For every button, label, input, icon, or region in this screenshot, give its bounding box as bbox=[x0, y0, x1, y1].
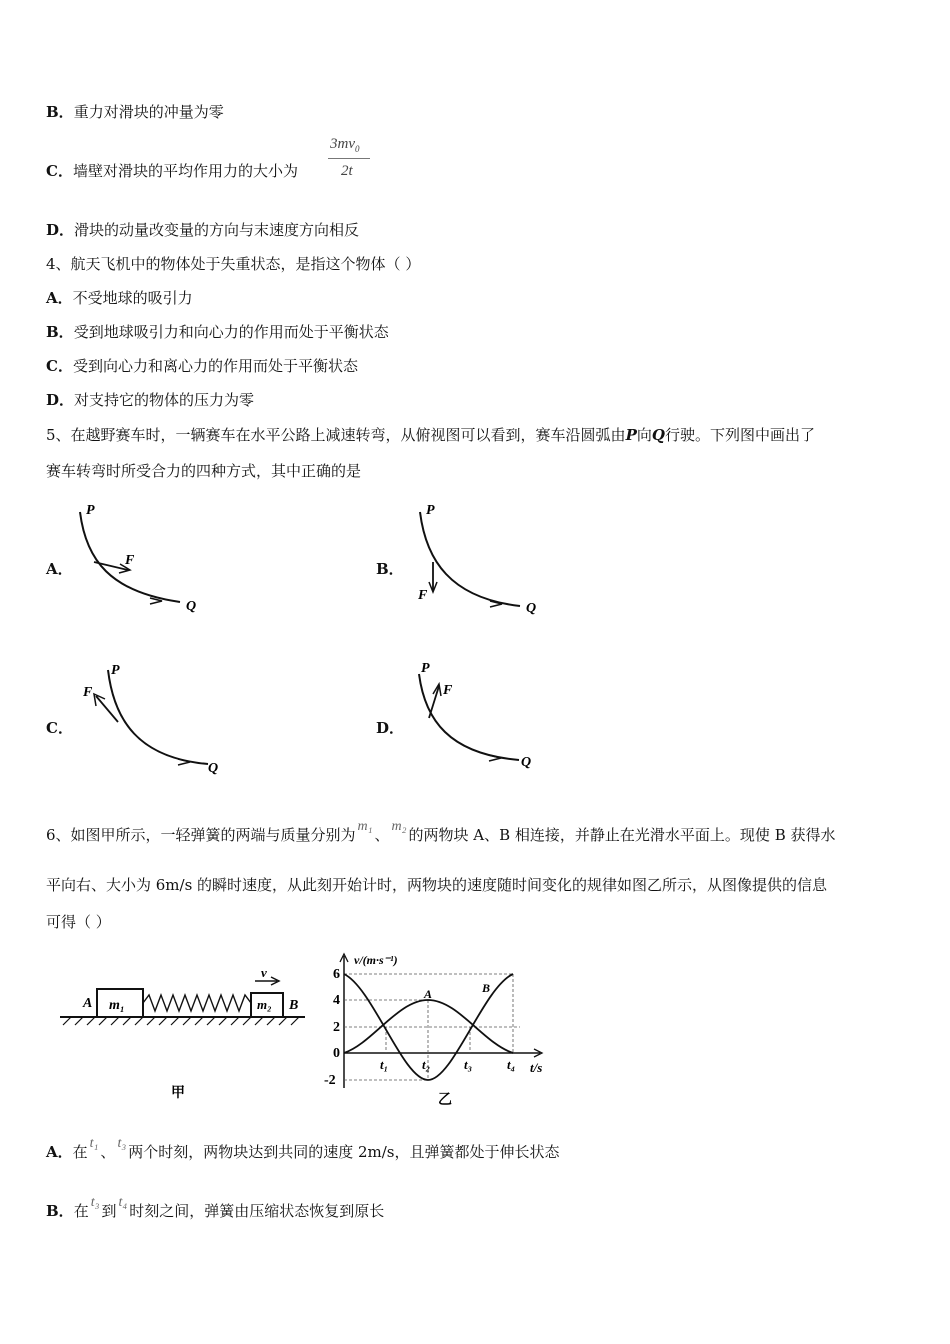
ytick-neg2: -2 bbox=[324, 1073, 336, 1088]
option-text: 滑块的动量改变量的方向与末速度方向相反 bbox=[74, 221, 360, 239]
option-text: 不受地球的吸引力 bbox=[72, 289, 193, 307]
label-p: P bbox=[426, 503, 435, 518]
option-text: 受到地球吸引力和向心力的作用而处于平衡状态 bbox=[73, 323, 389, 341]
symbol-t1: t₁ bbox=[89, 1136, 99, 1151]
symbol-t3: t₃ bbox=[117, 1136, 127, 1151]
force-vector bbox=[429, 686, 439, 718]
option-label: A． bbox=[46, 289, 73, 307]
option-label: C． bbox=[46, 162, 73, 180]
label-v: v bbox=[261, 965, 267, 980]
q5-option-a-label: A． bbox=[46, 560, 73, 578]
separator: 、 bbox=[374, 826, 390, 844]
symbol-t3: t₃ bbox=[90, 1195, 100, 1210]
q5-figure-a bbox=[70, 500, 210, 620]
symbol-t4: t₄ bbox=[118, 1195, 128, 1210]
label-p: P bbox=[421, 661, 430, 676]
option-label: D． bbox=[46, 221, 75, 239]
label-b: B bbox=[289, 998, 299, 1013]
q3-option-d bbox=[46, 220, 359, 240]
q3-fraction-numerator bbox=[330, 136, 360, 154]
q6-stem-line1 bbox=[46, 819, 836, 847]
option-text: 墙壁对滑块的平均作用力的大小为 bbox=[72, 162, 298, 180]
option-label: B． bbox=[46, 103, 74, 121]
option-text: 到 bbox=[101, 1202, 117, 1220]
label-m2: m₂ bbox=[257, 997, 272, 1012]
label-f: F bbox=[83, 685, 93, 700]
label-f: F bbox=[443, 683, 453, 698]
option-text: 对支持它的物体的压力为零 bbox=[74, 391, 255, 409]
ytick-2: 2 bbox=[333, 1020, 340, 1035]
option-text: 重力对滑块的冲量为零 bbox=[73, 103, 224, 121]
xtick-t1: t₁ bbox=[380, 1057, 389, 1072]
stem-text: 6、如图甲所示，一轻弹簧的两端与质量分别为 bbox=[46, 826, 356, 844]
q6-option-a bbox=[46, 1136, 560, 1164]
stem-text: 5、在越野赛车时，一辆赛车在水平公路上减速转弯，从俯视图可以看到，赛车沿圆弧由 bbox=[46, 426, 626, 444]
option-text: 在 bbox=[72, 1143, 88, 1161]
label-p: P bbox=[111, 663, 120, 678]
mass-m2: m₂ bbox=[391, 819, 407, 834]
q4-option-c bbox=[46, 356, 358, 376]
q3-option-c bbox=[46, 161, 298, 181]
label-m1: m₁ bbox=[109, 998, 125, 1013]
q4-stem: 4、航天飞机中的物体处于失重状态，是指这个物体（ ） bbox=[46, 255, 421, 273]
caption-yi: 乙 bbox=[438, 1093, 452, 1108]
xtick-t2: t₂ bbox=[422, 1057, 431, 1072]
option-label: D． bbox=[46, 391, 75, 409]
q6-figure-spring bbox=[55, 965, 315, 1105]
label-p: P bbox=[86, 503, 95, 518]
spring-coil bbox=[143, 995, 251, 1011]
option-label: B． bbox=[46, 1202, 74, 1220]
separator: 、 bbox=[100, 1143, 116, 1161]
option-text: 受到向心力和离心力的作用而处于平衡状态 bbox=[72, 357, 358, 375]
option-label: A． bbox=[46, 1143, 73, 1161]
numerator-subscript: 0 bbox=[355, 144, 360, 154]
mass-m1: m₁ bbox=[357, 819, 373, 834]
ytick-0: 0 bbox=[333, 1046, 340, 1061]
curve-a-label: A bbox=[424, 987, 433, 1001]
numerator-text: 3mv bbox=[330, 136, 355, 152]
q4-option-b bbox=[46, 322, 389, 342]
arc-path bbox=[108, 670, 208, 764]
label-q: Q bbox=[186, 599, 197, 614]
label-a: A bbox=[83, 996, 93, 1011]
label-q: Q bbox=[521, 755, 532, 770]
point-p: P bbox=[625, 426, 637, 444]
q5-option-d-label: D． bbox=[376, 719, 405, 737]
q6-stem-line2: 平向右、大小为 6m/s 的瞬时速度，从此刻开始计时，两物块的速度随时间变化的规律如图乙所示，从图像提供的信息 bbox=[46, 876, 828, 894]
q6-stem-line3: 可得（ ） bbox=[46, 913, 111, 931]
stem-text: 向 bbox=[636, 426, 652, 444]
q6-figure-vt-graph bbox=[318, 948, 558, 1108]
xtick-t3: t₃ bbox=[464, 1057, 473, 1072]
arc-arrow bbox=[178, 759, 190, 765]
point-q: Q bbox=[651, 426, 665, 444]
y-axis-label: v/(m·s⁻¹) bbox=[354, 953, 398, 967]
q3-fraction-denominator: 2t bbox=[341, 163, 353, 179]
q5-stem-line1 bbox=[46, 425, 815, 445]
xtick-t4: t₄ bbox=[507, 1057, 516, 1072]
q5-figure-d bbox=[405, 660, 555, 780]
q5-figure-b bbox=[410, 500, 550, 620]
option-label: C． bbox=[46, 357, 73, 375]
option-text: 两个时刻，两物块达到共同的速度 2m/s，且弹簧都处于伸长状态 bbox=[128, 1143, 560, 1161]
q5-figure-c bbox=[78, 660, 228, 780]
label-f: F bbox=[125, 553, 135, 568]
q5-option-c-label: C． bbox=[46, 719, 73, 737]
fraction-bar bbox=[328, 158, 370, 159]
q4-option-d bbox=[46, 390, 254, 410]
option-text: 在 bbox=[73, 1202, 89, 1220]
curve-b-label: B bbox=[482, 981, 491, 995]
label-q: Q bbox=[208, 761, 219, 776]
arc-path bbox=[420, 512, 520, 606]
q5-stem-line2: 赛车转弯时所受合力的四种方式，其中正确的是 bbox=[46, 462, 362, 480]
option-text: 时刻之间，弹簧由压缩状态恢复到原长 bbox=[129, 1202, 385, 1220]
stem-text: 的两物块 A、B 相连接，并静止在光滑水平面上。现使 B 获得水 bbox=[408, 826, 836, 844]
q4-option-a bbox=[46, 288, 193, 308]
arc-path bbox=[419, 674, 519, 760]
ytick-6: 6 bbox=[333, 967, 340, 982]
ytick-4: 4 bbox=[333, 993, 340, 1008]
q3-option-b bbox=[46, 102, 224, 122]
label-q: Q bbox=[526, 601, 537, 616]
q5-option-b-label: B． bbox=[376, 560, 404, 578]
q6-option-b bbox=[46, 1195, 385, 1223]
x-axis-label: t/s bbox=[530, 1060, 543, 1075]
option-label: B． bbox=[46, 323, 74, 341]
label-f: F bbox=[418, 588, 428, 603]
curve-a bbox=[344, 1000, 513, 1053]
ground-hatching bbox=[63, 1017, 299, 1025]
caption-jia: 甲 bbox=[171, 1086, 185, 1101]
arc-arrow bbox=[489, 755, 501, 761]
stem-text: 行驶。下列图中画出了 bbox=[664, 426, 815, 444]
